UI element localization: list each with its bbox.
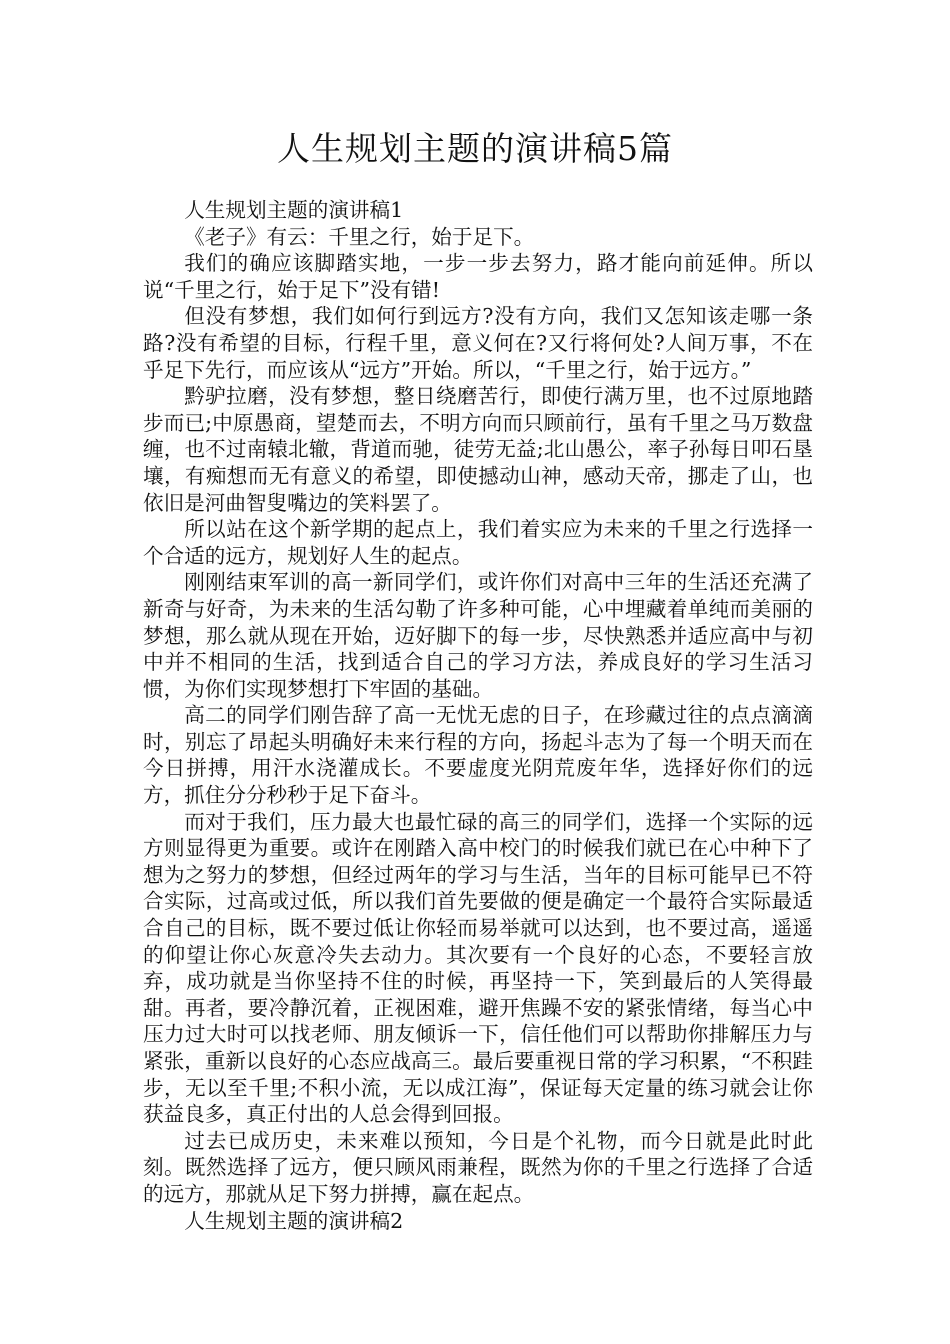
paragraph: 刚刚结束军训的高一新同学们，或许你们对高中三年的生活还充满了新奇与好奇，为未来的生活勾勒了许多种可能，心中埋藏着单纯而美丽的梦想，那么就从现在开始，迈好脚下的每一步，尽快熟悉并适应高中与初中并不相同的生活，找到适合自己的学习方法，养成良好的学习生活习惯，为你们实现梦想打下牢固的基础。 bbox=[143, 570, 813, 701]
paragraph: 高二的同学们刚告辞了高一无忧无虑的日子，在珍藏过往的点点滴滴时，别忘了昂起头明确好未来行程的方向，扬起斗志为了每一个明天而在今日拼搏，用汗水浇灌成长。不要虚度光阴荒废年华，选择好你们的远方，抓住分分秒秒于足下奋斗。 bbox=[143, 703, 813, 808]
document-title: 人生规划主题的演讲稿5篇 bbox=[277, 129, 673, 168]
section-heading-1: 人生规划主题的演讲稿1 bbox=[184, 198, 404, 222]
document-body bbox=[143, 197, 813, 1234]
paragraph: 过去已成历史，未来难以预知，今日是个礼物，而今日就是此时此刻。既然选择了远方，便只顾风雨兼程，既然为你的千里之行选择了合适的远方，那就从足下努力拼搏，赢在起点。 bbox=[143, 1128, 813, 1206]
section-heading-2: 人生规划主题的演讲稿2 bbox=[184, 1208, 404, 1233]
paragraph: 但没有梦想，我们如何行到远方?没有方向，我们又怎知该走哪一条路?没有希望的目标，行程千里，意义何在?又行将何处?人间万事，不在乎足下先行，而应该从“远方”开始。所以，“千里之行，始于远方。” bbox=[143, 304, 813, 382]
paragraph: 而对于我们，压力最大也最忙碌的高三的同学们，选择一个实际的远方则显得更为重要。或许在刚踏入高中校门的时候我们就已在心中种下了想为之努力的梦想，但经过两年的学习与生活，当年的目标可能早已不符合实际，过高或过低，所以我们首先要做的便是确定一个最符合实际最适合自己的目标，既不要过低让你轻而易举就可以达到，也不要过高，遥遥的仰望让你心灰意冷失去动力。其次要有一个良好的心态，不要轻言放弃，成功就是当你坚持不住的时候，再坚持一下，笑到最后的人笑得最甜。再者，要冷静沉着，正视困难，避开焦躁不安的紧张情绪，每当心中压力过大时可以找老师、朋友倾诉一下，信任他们可以帮助你排解压力与紧张，重新以良好的心态应战高三。最后要重视日常的学习积累，“不积跬步，无以至千里;不积小流，无以成江海”，保证每天定量的练习就会让你获益良多，真正付出的人总会得到回报。 bbox=[143, 809, 813, 1127]
paragraph: 《老子》有云：千里之行，始于足下。 bbox=[184, 224, 535, 249]
paragraph: 所以站在这个新学期的起点上，我们着实应为未来的千里之行选择一个合适的远方，规划好人生的起点。 bbox=[143, 517, 813, 568]
paragraph: 黔驴拉磨，没有梦想，整日绕磨苦行，即使行满万里，也不过原地踏步而已;中原愚商，望楚而去，不明方向而只顾前行，虽有千里之马万数盘缠，也不过南辕北辙，背道而驰，徒劳无益;北山愚公，率子孙每日叩石垦壤，有痴想而无有意义的希望，即使撼动山神，感动天帝，挪走了山，也依旧是河曲智叟嘴边的笑料罢了。 bbox=[143, 384, 813, 515]
paragraph: 我们的确应该脚踏实地，一步一步去努力，路才能向前延伸。所以说“千里之行，始于足下”没有错! bbox=[143, 251, 813, 302]
